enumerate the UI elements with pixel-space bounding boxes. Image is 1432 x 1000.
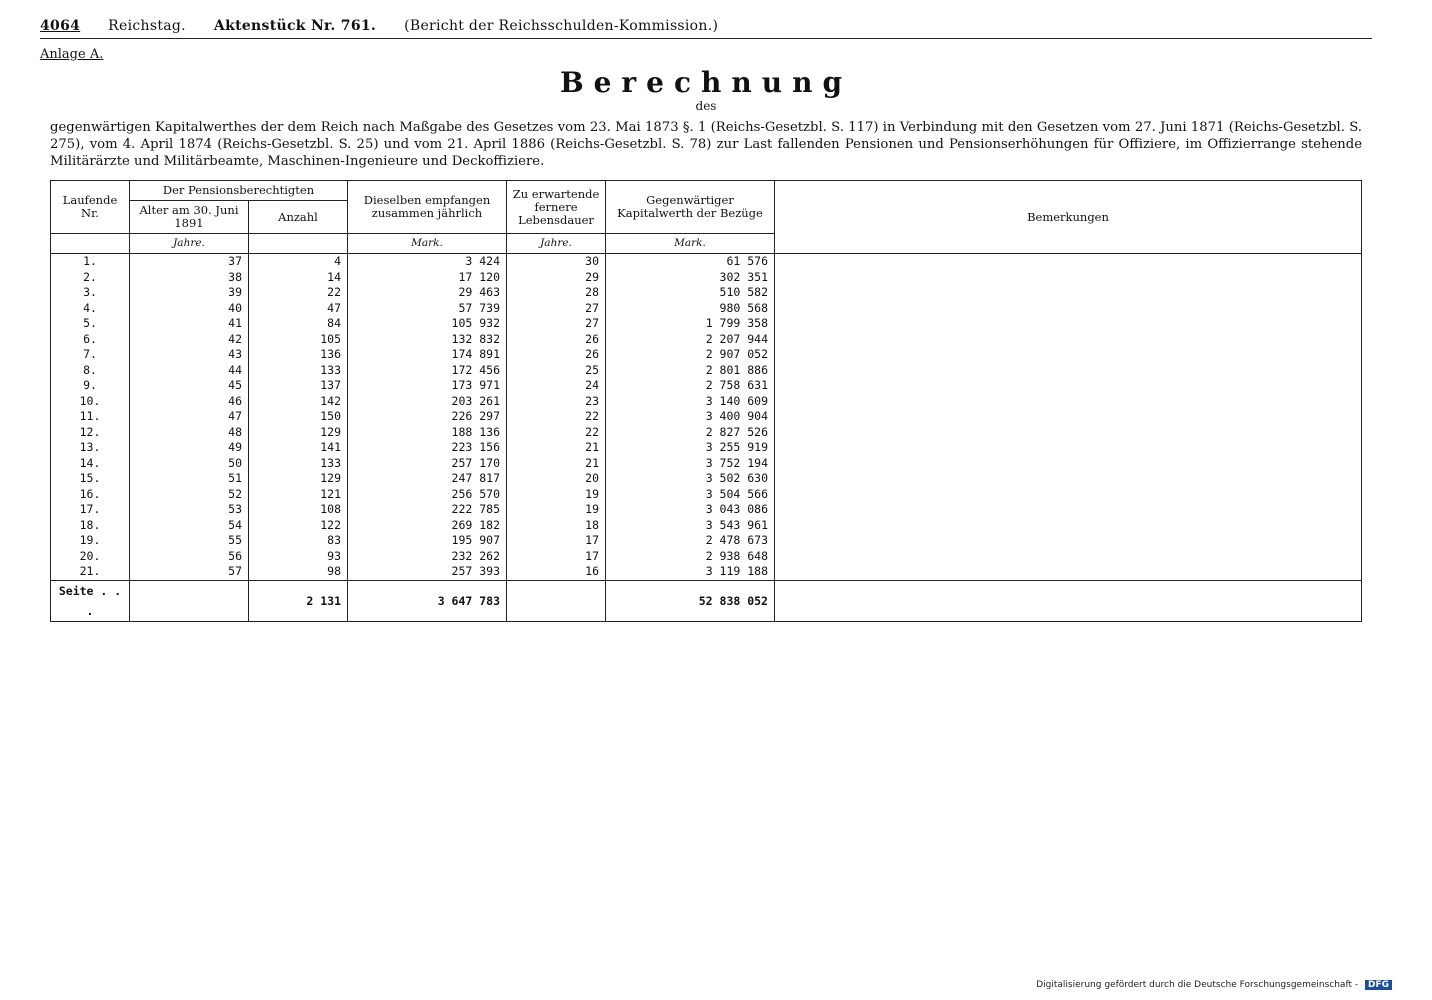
cell-alter: 54 [130,518,249,534]
cell-bezug: 257 393 [348,564,507,580]
cell-alter: 49 [130,440,249,456]
cell-nr: 10. [51,394,130,410]
cell-bemerkungen [775,347,1362,363]
cell-bezug: 223 156 [348,440,507,456]
sum-lebensdauer [507,580,606,621]
cell-lebensdauer: 28 [507,285,606,301]
cell-nr: 2. [51,270,130,286]
cell-bemerkungen [775,409,1362,425]
cell-anzahl: 47 [249,301,348,317]
header-report: (Bericht der Reichsschulden-Kommission.) [404,18,719,34]
cell-anzahl: 93 [249,549,348,565]
sum-anzahl: 2 131 [249,580,348,621]
cell-bemerkungen [775,533,1362,549]
cell-alter: 43 [130,347,249,363]
cell-kapitalwerth: 1 799 358 [606,316,775,332]
sum-bezug: 3 647 783 [348,580,507,621]
unit-kapitalwerth: Mark. [606,234,775,254]
cell-alter: 52 [130,487,249,503]
cell-lebensdauer: 19 [507,487,606,503]
sum-kapitalwerth: 52 838 052 [606,580,775,621]
col-header-nr: Laufende Nr. [51,181,130,234]
cell-bezug: 232 262 [348,549,507,565]
cell-kapitalwerth: 2 801 886 [606,363,775,379]
col-header-berechtigten: Der Pensionsberechtigten [130,181,348,201]
cell-anzahl: 142 [249,394,348,410]
cell-nr: 3. [51,285,130,301]
col-header-bemerkungen: Bemerkungen [775,181,1362,254]
cell-bemerkungen [775,487,1362,503]
cell-lebensdauer: 17 [507,549,606,565]
table-row [51,549,1362,565]
cell-bemerkungen [775,549,1362,565]
cell-kapitalwerth: 3 543 961 [606,518,775,534]
cell-bemerkungen [775,363,1362,379]
cell-anzahl: 129 [249,471,348,487]
cell-alter: 53 [130,502,249,518]
cell-alter: 56 [130,549,249,565]
cell-kapitalwerth: 2 907 052 [606,347,775,363]
cell-alter: 37 [130,254,249,270]
cell-alter: 38 [130,270,249,286]
cell-anzahl: 105 [249,332,348,348]
cell-lebensdauer: 30 [507,254,606,270]
cell-nr: 21. [51,564,130,580]
cell-nr: 5. [51,316,130,332]
cell-nr: 6. [51,332,130,348]
cell-bezug: 269 182 [348,518,507,534]
cell-alter: 41 [130,316,249,332]
cell-bezug: 105 932 [348,316,507,332]
cell-anzahl: 137 [249,378,348,394]
cell-kapitalwerth: 2 938 648 [606,549,775,565]
cell-bezug: 29 463 [348,285,507,301]
table-row [51,456,1362,472]
cell-lebensdauer: 24 [507,378,606,394]
cell-bemerkungen [775,301,1362,317]
unit-anzahl [249,234,348,254]
cell-bezug: 172 456 [348,363,507,379]
cell-bezug: 188 136 [348,425,507,441]
cell-anzahl: 129 [249,425,348,441]
table-body [51,254,1362,581]
cell-lebensdauer: 23 [507,394,606,410]
cell-nr: 11. [51,409,130,425]
cell-kapitalwerth: 3 255 919 [606,440,775,456]
cell-bemerkungen [775,456,1362,472]
cell-kapitalwerth: 510 582 [606,285,775,301]
cell-anzahl: 141 [249,440,348,456]
cell-lebensdauer: 16 [507,564,606,580]
appendix-label: Anlage A. [40,47,104,62]
cell-bezug: 195 907 [348,533,507,549]
cell-kapitalwerth: 980 568 [606,301,775,317]
table-row [51,564,1362,580]
cell-alter: 51 [130,471,249,487]
cell-alter: 39 [130,285,249,301]
table-row [51,440,1362,456]
cell-lebensdauer: 21 [507,456,606,472]
table-row [51,332,1362,348]
cell-anzahl: 136 [249,347,348,363]
cell-bemerkungen [775,270,1362,286]
table-row [51,285,1362,301]
cell-alter: 55 [130,533,249,549]
cell-alter: 47 [130,409,249,425]
table-row [51,533,1362,549]
col-header-alter: Alter am 30. Juni 1891 [130,201,249,234]
cell-bemerkungen [775,254,1362,270]
cell-anzahl: 122 [249,518,348,534]
unit-nr [51,234,130,254]
table-row [51,378,1362,394]
table-sum-row [51,580,1362,621]
cell-alter: 44 [130,363,249,379]
table-row [51,316,1362,332]
cell-bezug: 173 971 [348,378,507,394]
cell-lebensdauer: 27 [507,316,606,332]
cell-kapitalwerth: 2 827 526 [606,425,775,441]
table-row [51,301,1362,317]
cell-bezug: 132 832 [348,332,507,348]
unit-bezug: Mark. [348,234,507,254]
cell-nr: 4. [51,301,130,317]
cell-bezug: 174 891 [348,347,507,363]
cell-alter: 40 [130,301,249,317]
cell-anzahl: 84 [249,316,348,332]
digitization-credit [1036,980,1392,990]
cell-anzahl: 14 [249,270,348,286]
cell-nr: 14. [51,456,130,472]
cell-bemerkungen [775,502,1362,518]
cell-nr: 19. [51,533,130,549]
table-row [51,471,1362,487]
cell-kapitalwerth: 2 207 944 [606,332,775,348]
table-row [51,409,1362,425]
pension-table [50,180,1362,622]
page-number: 4064 [40,18,81,34]
credit-text: Digitalisierung gefördert durch die Deutsche Forschungsgemeinschaft - [1036,980,1359,990]
cell-alter: 42 [130,332,249,348]
cell-nr: 18. [51,518,130,534]
cell-bemerkungen [775,378,1362,394]
cell-lebensdauer: 29 [507,270,606,286]
cell-alter: 45 [130,378,249,394]
cell-alter: 46 [130,394,249,410]
cell-lebensdauer: 20 [507,471,606,487]
cell-bemerkungen [775,471,1362,487]
cell-bezug: 256 570 [348,487,507,503]
table-row [51,254,1362,270]
table-row [51,425,1362,441]
sum-alter [130,580,249,621]
cell-anzahl: 22 [249,285,348,301]
cell-kapitalwerth: 3 502 630 [606,471,775,487]
cell-bemerkungen [775,518,1362,534]
cell-nr: 16. [51,487,130,503]
table-row [51,518,1362,534]
cell-bezug: 17 120 [348,270,507,286]
table-row [51,394,1362,410]
cell-kapitalwerth: 3 504 566 [606,487,775,503]
unit-lebensdauer: Jahre. [507,234,606,254]
cell-kapitalwerth: 302 351 [606,270,775,286]
sum-bemerkungen [775,580,1362,621]
cell-bemerkungen [775,564,1362,580]
cell-nr: 15. [51,471,130,487]
cell-kapitalwerth: 2 758 631 [606,378,775,394]
cell-anzahl: 4 [249,254,348,270]
cell-nr: 1. [51,254,130,270]
intro-paragraph: gegenwärtigen Kapitalwerthes der dem Reich nach Maßgabe des Gesetzes vom 23. Mai 1873 §. 1 (Reichs-Gesetzbl. S. 117) in Verbindung mit den Gesetzen vom 27. Juni 1871 (Reichs-Gesetzbl. S. 275), vom 4. April 1874 (Reichs-Gesetzbl. S. 25) und vom 21. April 1886 (Reichs-Gesetzbl. S. 78) zur Last fallenden Pensionen und Pensionserhöhungen für Offiziere, im Offizierrange stehende Militärärzte und Militärbeamte, Maschinen-Ingenieure und Deckoffiziere. [50,120,1362,169]
cell-nr: 12. [51,425,130,441]
cell-nr: 20. [51,549,130,565]
cell-bemerkungen [775,425,1362,441]
cell-kapitalwerth: 3 400 904 [606,409,775,425]
cell-nr: 9. [51,378,130,394]
cell-lebensdauer: 22 [507,409,606,425]
cell-nr: 17. [51,502,130,518]
col-header-lebensdauer: Zu erwartende fernere Lebensdauer [507,181,606,234]
col-header-kapitalwerth: Gegenwärtiger Kapitalwerth der Bezüge [606,181,775,234]
table-row [51,502,1362,518]
cell-anzahl: 150 [249,409,348,425]
cell-bemerkungen [775,394,1362,410]
table-header-row [51,181,1362,201]
cell-lebensdauer: 19 [507,502,606,518]
dfg-logo: DFG [1365,980,1392,990]
unit-alter: Jahre. [130,234,249,254]
cell-bezug: 257 170 [348,456,507,472]
cell-bemerkungen [775,285,1362,301]
cell-anzahl: 121 [249,487,348,503]
cell-anzahl: 108 [249,502,348,518]
cell-kapitalwerth: 2 478 673 [606,533,775,549]
cell-anzahl: 133 [249,363,348,379]
cell-nr: 8. [51,363,130,379]
cell-lebensdauer: 26 [507,347,606,363]
cell-lebensdauer: 25 [507,363,606,379]
cell-anzahl: 98 [249,564,348,580]
table-row [51,347,1362,363]
cell-lebensdauer: 18 [507,518,606,534]
col-header-bezug: Dieselben empfangen zusammen jährlich [348,181,507,234]
cell-lebensdauer: 22 [507,425,606,441]
cell-kapitalwerth: 3 119 188 [606,564,775,580]
cell-anzahl: 133 [249,456,348,472]
cell-alter: 50 [130,456,249,472]
cell-lebensdauer: 27 [507,301,606,317]
col-header-anzahl: Anzahl [249,201,348,234]
header-document: Aktenstück Nr. 761. [213,18,377,34]
header-parliament: Reichstag. [108,18,186,34]
cell-alter: 57 [130,564,249,580]
cell-alter: 48 [130,425,249,441]
cell-bezug: 222 785 [348,502,507,518]
cell-bezug: 203 261 [348,394,507,410]
cell-kapitalwerth: 3 752 194 [606,456,775,472]
cell-lebensdauer: 21 [507,440,606,456]
cell-kapitalwerth: 3 043 086 [606,502,775,518]
cell-bezug: 226 297 [348,409,507,425]
cell-kapitalwerth: 61 576 [606,254,775,270]
cell-nr: 13. [51,440,130,456]
table-row [51,487,1362,503]
cell-anzahl: 83 [249,533,348,549]
cell-lebensdauer: 17 [507,533,606,549]
running-header [40,18,1372,39]
sum-label: Seite . . . [51,580,130,621]
cell-bemerkungen [775,440,1362,456]
cell-bezug: 57 739 [348,301,507,317]
cell-bezug: 247 817 [348,471,507,487]
table-row [51,363,1362,379]
title-subword: des [695,99,717,113]
cell-lebensdauer: 26 [507,332,606,348]
cell-nr: 7. [51,347,130,363]
cell-bemerkungen [775,332,1362,348]
table-row [51,270,1362,286]
cell-kapitalwerth: 3 140 609 [606,394,775,410]
cell-bemerkungen [775,316,1362,332]
cell-bezug: 3 424 [348,254,507,270]
page-title: Berechnung [559,66,853,99]
